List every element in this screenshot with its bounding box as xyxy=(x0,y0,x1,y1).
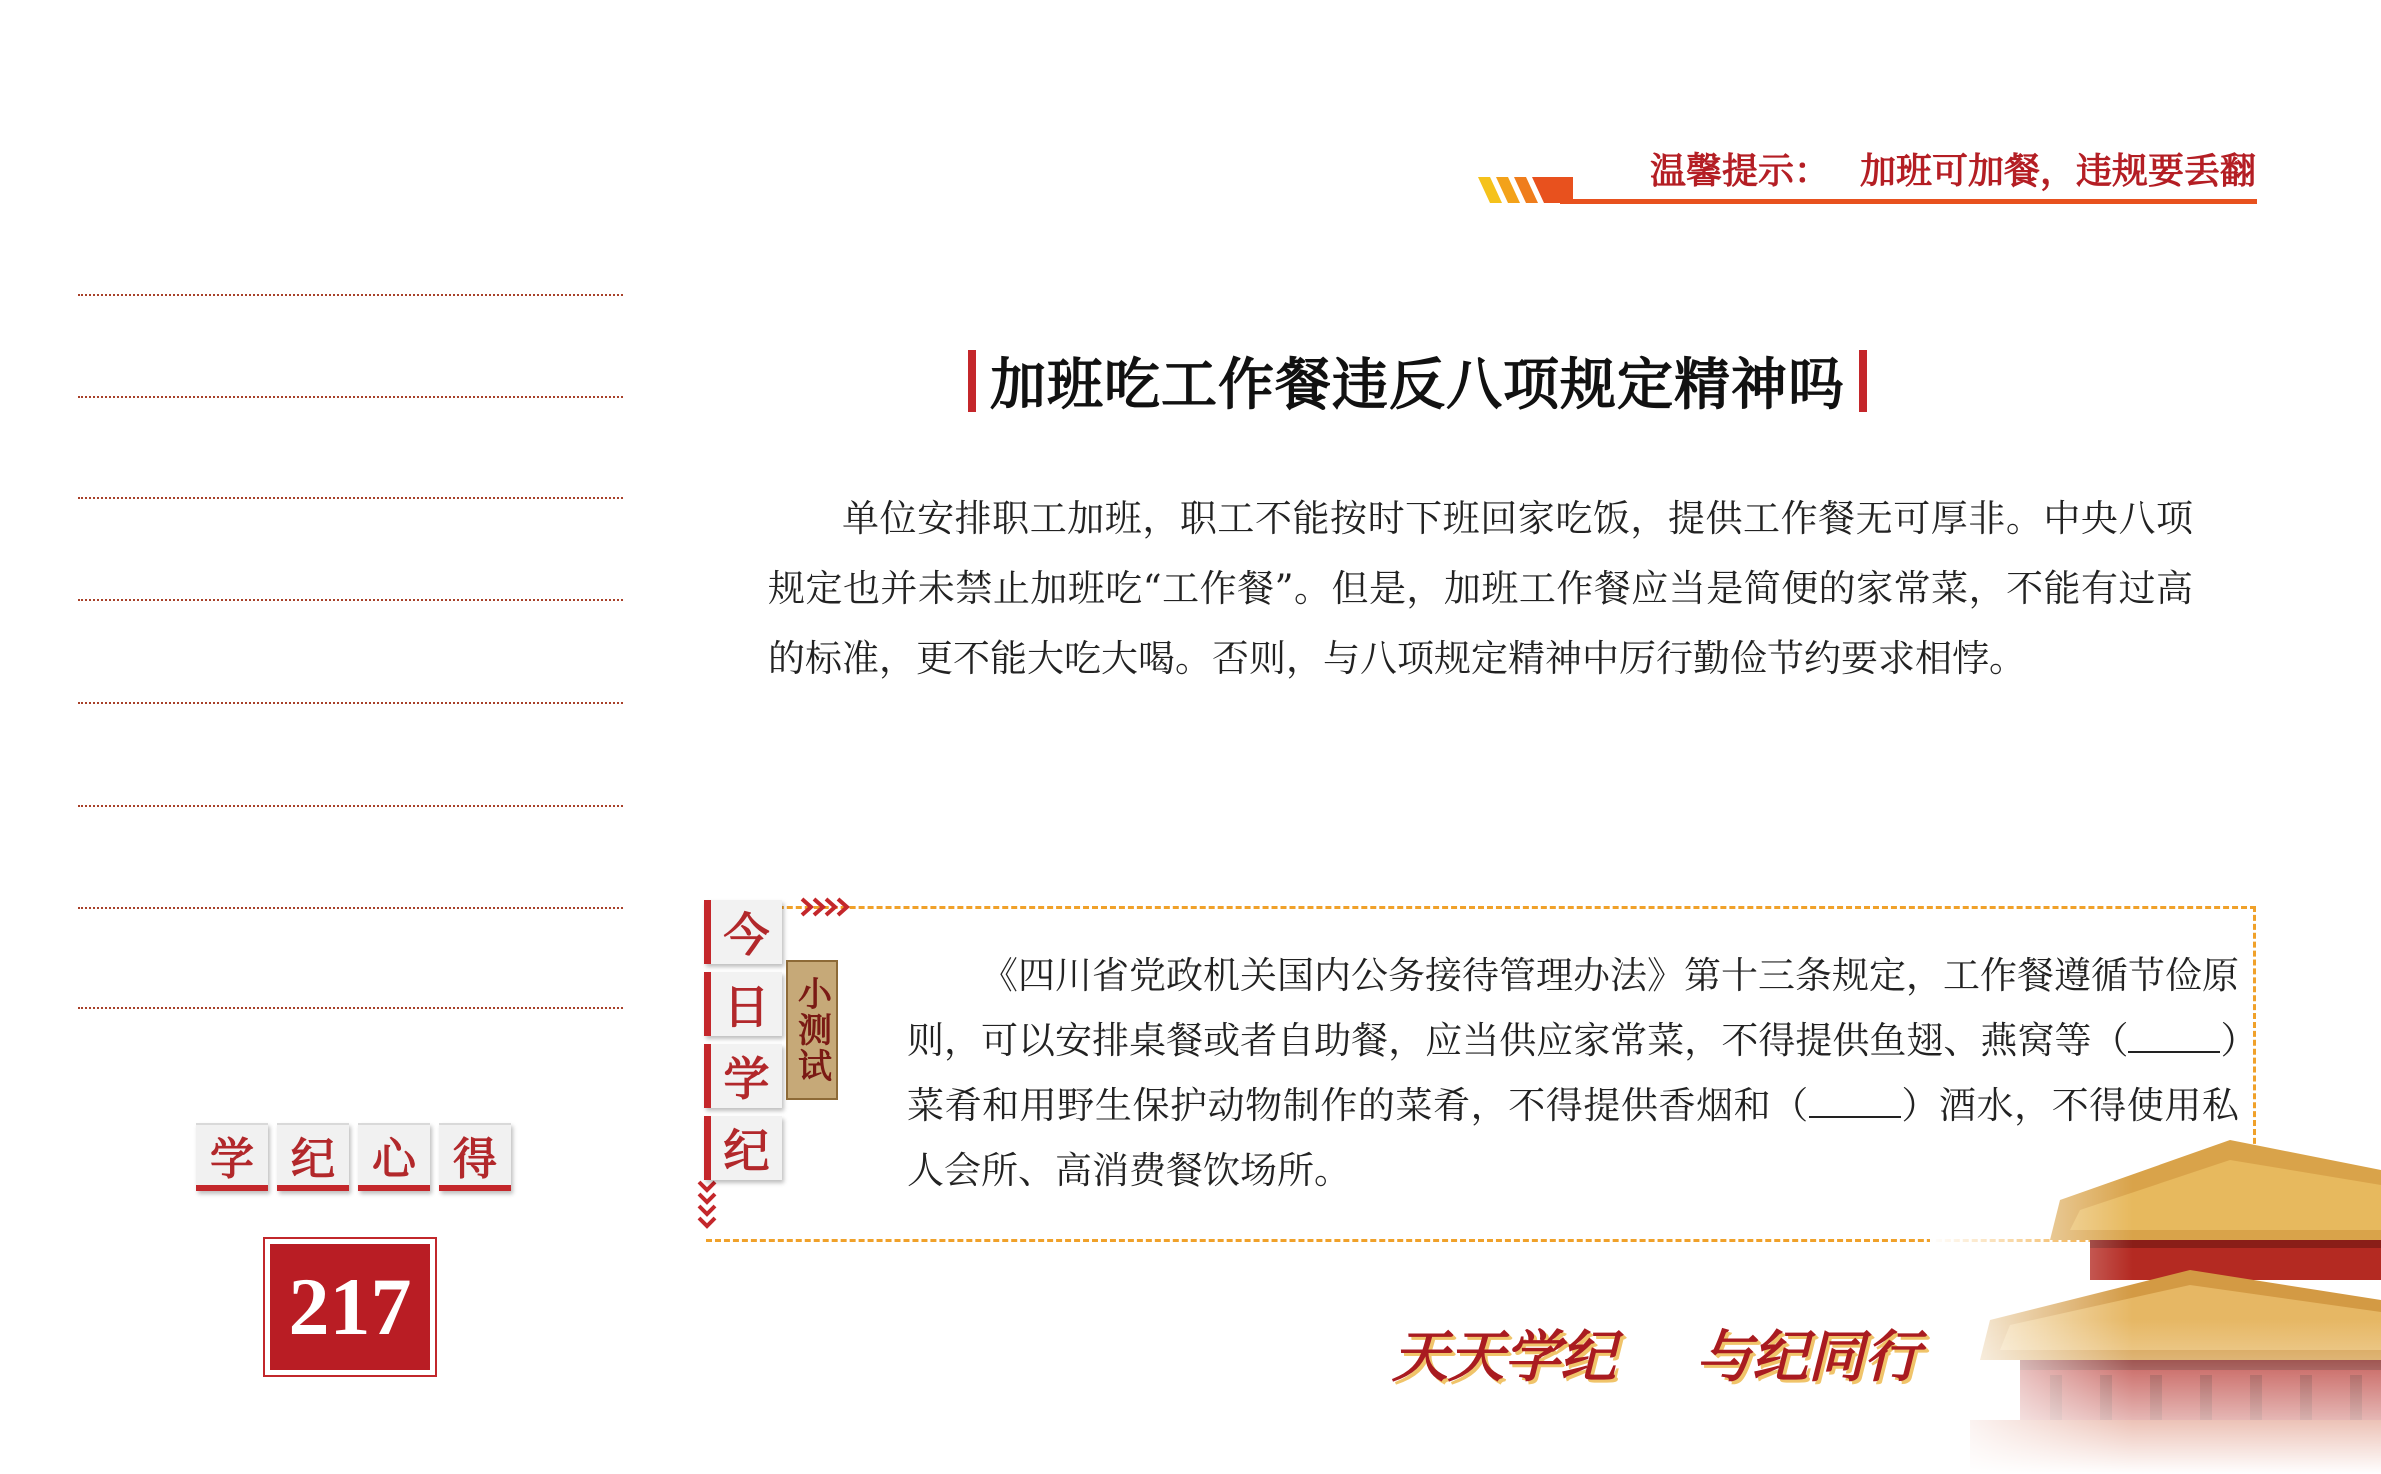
quiz-side-char: 学 xyxy=(704,1044,782,1108)
chevron-down-icon xyxy=(696,1180,718,1230)
note-line xyxy=(78,1007,623,1009)
slogan-right: 与纪同行 xyxy=(1696,1324,1920,1390)
title-bar-right xyxy=(1859,350,1867,412)
article-body: 单位安排职工加班，职工不能按时下班回家吃饭，提供工作餐无可厚非。中央八项规定也并未禁止加班吃“工作餐”。但是，加班工作餐应当是简便的家常菜，不能有过高的标准，更不能大吃大喝。否则，与八项规定精神中厉行勤俭节约要求相悖。 xyxy=(768,497,2193,680)
quiz-side-char: 日 xyxy=(704,972,782,1036)
gate-tower-illustration xyxy=(1930,1130,2381,1474)
note-line xyxy=(78,907,623,909)
tip-text: 加班可加餐，违规要丢翻 xyxy=(1859,151,2256,192)
header-tip xyxy=(1650,143,2256,194)
article-title-block xyxy=(968,345,1867,417)
tip-label: 温馨提示： xyxy=(1649,151,1830,192)
chevron-right-icon xyxy=(800,896,856,918)
note-line xyxy=(78,599,623,601)
quiz-side-char: 纪 xyxy=(704,1116,782,1180)
page-number: 217 xyxy=(270,1244,430,1370)
title-bar-left xyxy=(968,350,976,412)
quiz-side-char: 今 xyxy=(704,900,782,964)
note-line xyxy=(78,396,623,398)
quiz-text-part1: 《四川省党政机关国内公务接待管理办法》第十三条规定，工作餐遵循节俭原则，可以安排桌餐或者自助餐，应当供应家常菜，不得提供鱼翅、燕窝等（ xyxy=(907,954,2239,1062)
blank-1[interactable] xyxy=(2128,1023,2220,1053)
section-char: 心 xyxy=(358,1123,430,1191)
header-underline xyxy=(1560,199,2257,204)
slogan-left: 天天学纪 xyxy=(1392,1324,1616,1390)
quiz-text-part3: ）酒水，不得使用私人会所、高消费餐饮场所。 xyxy=(907,1084,2240,1192)
note-line xyxy=(78,294,623,296)
quiz-tag xyxy=(786,960,838,1100)
quiz-tag-text: 小测试 xyxy=(791,976,832,1084)
page-number-frame xyxy=(263,1237,437,1377)
section-label xyxy=(196,1123,511,1191)
note-line xyxy=(78,702,623,704)
quiz-side-label xyxy=(704,900,782,1180)
stripe-decoration-icon xyxy=(1478,177,1573,203)
blank-2[interactable] xyxy=(1809,1088,1901,1118)
section-char: 学 xyxy=(196,1123,268,1191)
note-line xyxy=(78,497,623,499)
section-char: 得 xyxy=(439,1123,511,1191)
article-title: 加班吃工作餐违反八项规定精神吗 xyxy=(990,353,1845,418)
slogan xyxy=(1392,1313,1920,1393)
quiz-text-part2: ）菜肴和用野生保护动物制作的菜肴，不得提供香烟和（ xyxy=(907,1019,2239,1127)
section-char: 纪 xyxy=(277,1123,349,1191)
note-line xyxy=(78,805,623,807)
